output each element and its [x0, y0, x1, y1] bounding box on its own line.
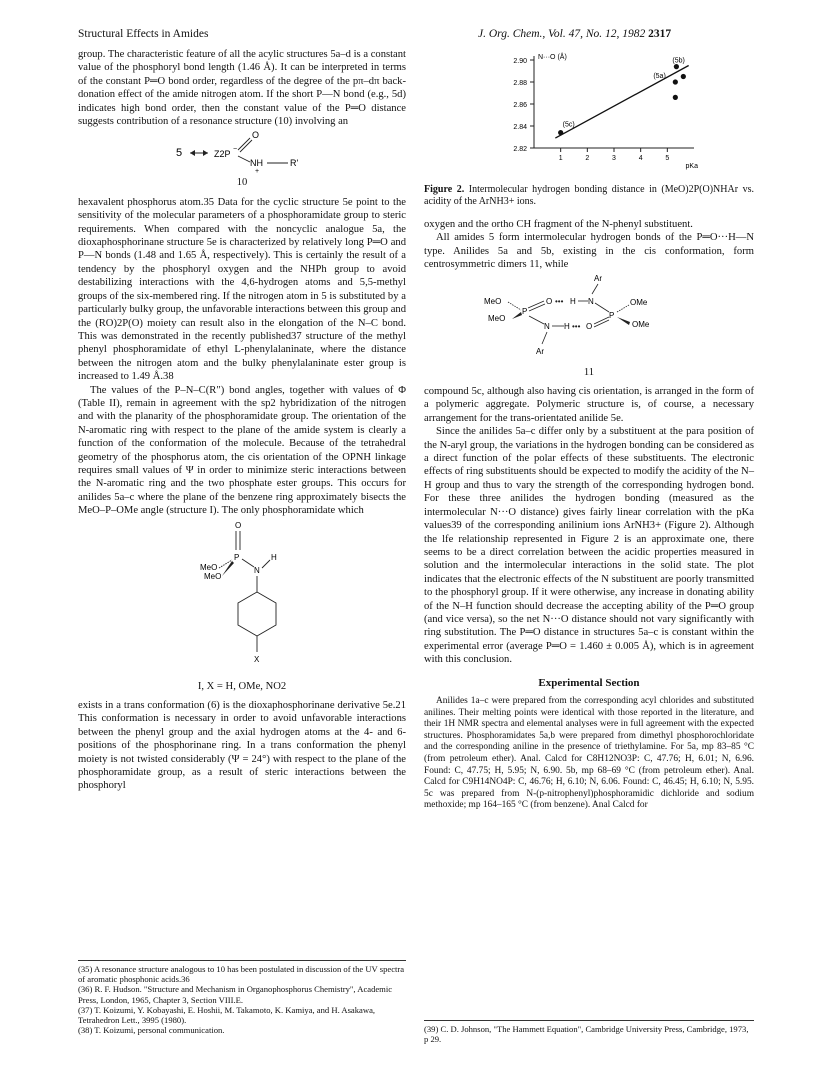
s11-ar-bottom: Ar: [536, 346, 544, 356]
left-footnotes: [78, 960, 406, 1035]
data-label: (5a): [653, 73, 666, 80]
s11-h-top: H: [570, 296, 576, 306]
struct10-plus: +: [255, 168, 260, 175]
sI-h: H: [271, 552, 277, 562]
left-column: [78, 48, 406, 793]
data-label: (5b): [672, 57, 685, 65]
data-label: (5c): [562, 121, 575, 129]
structure-I-diagram: [182, 518, 302, 678]
struct10-r: R': [290, 158, 299, 169]
s11-p-left: P: [522, 306, 528, 316]
sI-meo2: MeO: [204, 571, 222, 581]
data-point: [674, 64, 679, 69]
structure-10-label: 10: [236, 177, 248, 189]
footnote-37: (37) T. Koizumi, Y. Kobayashi, E. Hoshii, M. Takamoto, K. Kamiya, and H. Asakawa, Tetrahedron Lett., 3995 (1980).: [78, 1004, 376, 1026]
figure-caption-text: Intermolecular hydrogen bonding distance in (MeO)2P(O)NHAr vs. acidity of the ArNH3+ ions.: [424, 184, 754, 207]
y-tick-label: 2.82: [513, 146, 527, 153]
paragraph: group. The characteristic feature of all the acylic structures 5a–d is a constant value of the phosphoryl bond length (1.46 Å). It can be interpreted in terms of the constant P═O bond order, regardless of the degree of the pπ–dπ back-donation effect of the amide nitrogen atom. If the short P—N bond (e.g., 5d) indicates high bond order, then the constant value of the P═O distance suggests contribution of a resonance structure (10) involving an: [78, 49, 406, 128]
data-point: [681, 74, 686, 79]
figure-2-chart: [494, 48, 734, 178]
chart-marks: [555, 58, 688, 139]
page-number: 2317: [648, 28, 672, 40]
svg-text:•••: •••: [555, 296, 564, 306]
footnote-rule: [78, 960, 406, 961]
paragraph: All amides 5 form intermolecular hydrogen bonds of the P═O···H—N type. Anilides 5a and 5b, existing in the cis conformation, form centrosymmetric dimers 11, while: [424, 232, 754, 271]
data-point: [673, 95, 678, 100]
footnote-rule: [424, 1020, 754, 1021]
s11-h-bottom: H: [564, 321, 570, 331]
footnote-38: (38) T. Koizumi, personal communication.: [78, 1025, 225, 1036]
running-header-left: Structural Effects in Amides: [78, 28, 209, 40]
journal-name: J. Org. Chem.: [478, 28, 543, 40]
struct10-minus: −: [233, 146, 238, 154]
x-tick-label: 2: [585, 155, 590, 162]
figure-caption-label: Figure 2.: [424, 184, 465, 195]
footnote-35: (35) A resonance structure analogous to 10 has been postulated in discussion of the UV spectra of aromatic phosphonic acids.36: [78, 964, 405, 985]
struct10-o: O: [252, 130, 260, 141]
y-tick-label: 2.90: [513, 58, 527, 65]
right-footnotes: [424, 1020, 754, 1044]
paragraph: Since the anilides 5a–c differ only by a substituent at the para position of the N-aryl group, the variations in the hydrogen bonding can be considered as a direct function of the polar effects of these substituents. The electronic effects of ring substituents should be expected to modify the acidity of the N–H group and thus to vary the strength of the corresponding hydrogen bond. For these three anilides the hydrogen bonding (measured as the intermolecular N···O distance) gives fairly linear correlation with the pKa values39 of the corresponding anilinium ions ArNH3+ (Figure 2). Although the lfe relationship represented in Figure 2 is an approximate one, there seems to be a direct correlation between the acidic properties measured in solution and the intermolecular interactions in the solid state. The plot indicates that the electronic effects of the N substituent are poorly transmitted to the phosphoryl group. If it were otherwise, any increase in donating ability of the N–H function should decrease the accepting ability of the P═O group (and vice versa), so the net N···O distance should not vary significantly with ring substitution. The P═O distance in structures 5a–c is constant within the experimental error (average P═O = 1.460 ± 0.005 Å), which is in agreement with this conclusion.: [424, 426, 754, 666]
s11-meo-1: MeO: [484, 296, 502, 306]
y-tick-label: 2.84: [513, 124, 527, 131]
experimental-paragraph: Anilides 1a–c were prepared from the corresponding acyl chlorides and substituted anilines. Their melting points were identical with those reported in the literature, and their 1H NMR spectra and elemental analyses were in full agreement with the expected structures. Phosphoramidates 5a,b were prepared from dimethyl phosphorochloridate and the corresponding aniline in the presence of triethylamine. For 5a, mp 83–85 °C (from petroleum ether). Anal. Calcd for C8H12NO3P: C, 47.76; H, 6.01; N, 6.96. Found: C, 47.75; H, 5.95; N, 6.90. 5b, mp 68–69 °C (from petroleum ether). Anal. Calcd for C9H14NO4P: C, 46.76; H, 6.10; N, 6.06. Found: C, 46.45; H, 6.10; N, 5.95. 5c was prepared from N-(p-nitrophenyl)phosphoramidic dichloride and sodium methoxide; mp 164–165 °C (from benzene). Anal Calcd for: [424, 695, 754, 811]
paragraph: The values of the P–N–C(R″) bond angles, together with values of Φ (Table II), remain in agreement with the sp2 hybridization of the nitrogen and with the planarity of the phosphoramidate group. The orientation of the N-aromatic ring with respect to the plane of the amide system is clearly a function of the conformation of the molecule. Because of the tetrahedral geometry of the phosphorus atom, the cis orientation of the OPNH linkage requires small values of Ψ in order to minimize steric interactions between the N-aromatic ring and the two phosphate ester groups. This occurs for anilides 5a–c where the plane of the benzene ring approximately bisects the MeO–P–OMe angle (structure I). The only phosphoramidate which: [78, 384, 406, 517]
x-axis-label: pKa: [685, 163, 698, 170]
y-tick-label: 2.88: [513, 80, 527, 87]
footnote-36: (36) R. F. Hudson. "Structure and Mechanism in Organophosphorus Chemistry", Academic Press, London, 1965, Chapter 3, Section VIII.E.: [78, 984, 393, 1005]
structure-I-label: I, X = H, OMe, NO2: [197, 680, 287, 692]
s11-ome-1: OMe: [630, 297, 648, 307]
paragraph: oxygen and the ortho CH fragment of the N-phenyl substituent.: [424, 219, 693, 230]
data-point: [673, 79, 678, 84]
x-tick-label: 1: [558, 155, 563, 162]
structure-10-diagram: [142, 128, 342, 174]
x-tick-label: 4: [638, 155, 643, 162]
running-header-right: J. Org. Chem., Vol. 47, No. 12, 1982 2317: [478, 28, 672, 40]
struct10-lhs: 5: [176, 147, 183, 160]
right-column: [424, 48, 754, 812]
s11-n-top: N: [588, 296, 594, 306]
structure-11-label: 11: [583, 366, 595, 378]
s11-ar-top: Ar: [594, 273, 602, 283]
struct10-nh: NH: [250, 158, 263, 169]
s11-o-right: O: [586, 321, 593, 331]
s11-meo-2: MeO: [488, 313, 506, 323]
figure-2-caption: [424, 184, 754, 208]
footnote-39: (39) C. D. Johnson, "The Hammett Equation", Cambridge University Press, Cambridge, 1973, p 29.: [424, 1024, 749, 1045]
sI-o: O: [235, 520, 242, 530]
data-point: [558, 130, 563, 135]
struct10-z: Z2P: [214, 149, 231, 160]
sI-p: P: [234, 552, 240, 562]
s11-ome-2: OMe: [632, 319, 650, 329]
svg-text:•••: •••: [572, 321, 581, 331]
s11-o-left: O: [546, 296, 553, 306]
sI-x: X: [254, 654, 260, 664]
y-tick-label: 2.86: [513, 102, 527, 109]
x-tick-label: 5: [665, 155, 670, 162]
paragraph: exists in a trans conformation (6) is the dioxaphosphorinane derivative 5e.21 This conformation is necessary in order to avoid unfavorable interactions between the phenyl group and the axial hydrogen atoms at the 4- and 6-positions of the phosphorinane ring. In a trans conformation the phenyl moiety is not twisted considerably (Ψ = 24°) with respect to the plane of the phosphoramidate group, as a result of steric interactions between the phosphoryl: [78, 700, 406, 792]
paragraph: compound 5c, although also having cis orientation, is arranged in the form of a polymeric aggregate. Polymeric structure is, of course, a necessary arrangement for the trans-orientated anilide 5e.: [424, 386, 754, 424]
s11-n-bottom: N: [544, 321, 550, 331]
y-axis-label: N···O (Å): [538, 54, 567, 61]
section-title: Experimental Section: [538, 676, 640, 689]
x-tick-label: 3: [612, 155, 616, 162]
sI-n: N: [254, 565, 260, 575]
paragraph: hexavalent phosphorus atom.35 Data for the cyclic structure 5e point to the sensitivity of the molecular parameters of a phosphoramidate group to steric requirements. When compared with the noncyclic analogue 5a, the dioxaphosphorinane structure 5e is characterized by relatively long P═O and P—N bonds (1.48 and 1.65 Å, respectively). This is certainly the result of a tendency by the phosphoryl oxygen and the NHPh group to avoid destabilizing interactions with the 4,6-hydrogen atoms and 5,5-methyl groups of the six-membered ring. If the nitrogen atom in 5 is substituted by a particularly bulky group, the unfavorable interactions between this group and the (RO)2P(O) moiety can result also in the elongation of the N–C bond. This was demonstrated in the recently published37 structure of the methyl phenyl phosphoramidate of ethyl L-phenylalaninate, where the distance between the nitrogen atom and the bulky phenylalaninate ester group is increased to 1.49 Å.38: [78, 196, 406, 383]
structure-11-diagram: [464, 272, 714, 364]
s11-p-right: P: [609, 310, 615, 320]
journal-volume: Vol. 47, No. 12, 1982: [548, 28, 646, 40]
fit-line: [555, 66, 688, 139]
sI-meo1: MeO: [200, 562, 218, 572]
